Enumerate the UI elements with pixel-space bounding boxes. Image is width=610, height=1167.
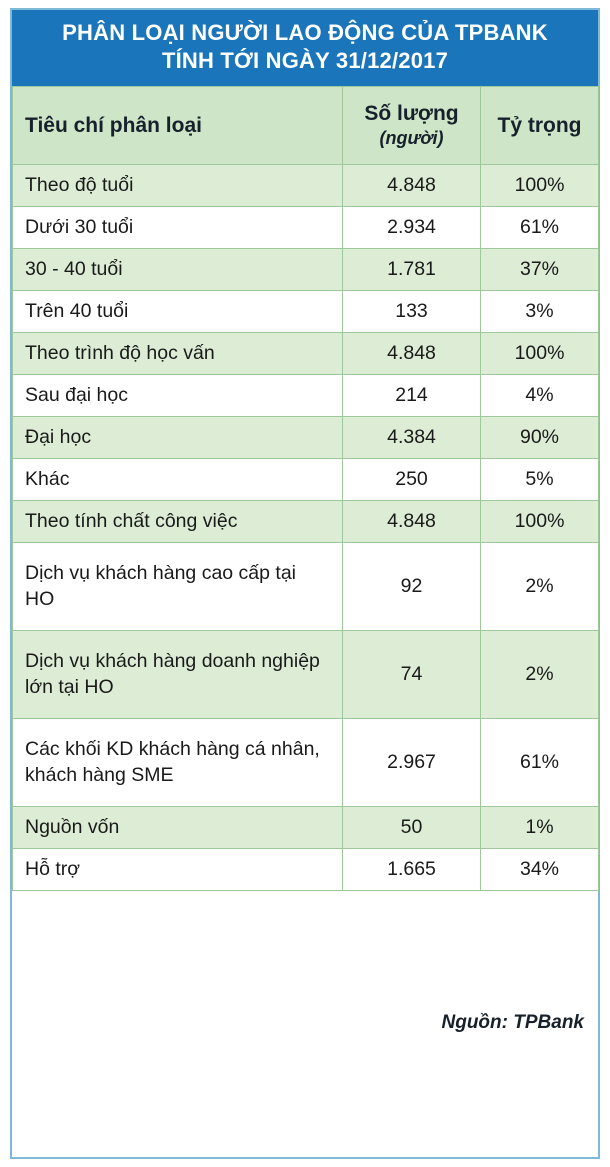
- table-row: [13, 719, 599, 807]
- table-row: [13, 543, 599, 631]
- cell-criteria: Nguồn vốn: [13, 807, 343, 849]
- cell-criteria: Dịch vụ khách hàng cao cấp tại HO: [13, 543, 343, 631]
- table-header-row: [13, 87, 599, 165]
- cell-criteria: Đại học: [13, 417, 343, 459]
- cell-quantity: 1.665: [343, 849, 481, 891]
- table-row: [13, 291, 599, 333]
- column-header-quantity-label: Số lượng: [364, 102, 459, 126]
- table-body: [13, 165, 599, 891]
- table-row: [13, 849, 599, 891]
- table-row: [13, 249, 599, 291]
- table-row: [13, 333, 599, 375]
- cell-quantity: 1.781: [343, 249, 481, 291]
- cell-share: 100%: [481, 501, 599, 543]
- cell-share: 2%: [481, 543, 599, 631]
- cell-criteria: Theo độ tuổi: [13, 165, 343, 207]
- table-row: [13, 631, 599, 719]
- cell-quantity: 92: [343, 543, 481, 631]
- cell-share: 1%: [481, 807, 599, 849]
- cell-share: 34%: [481, 849, 599, 891]
- cell-share: 4%: [481, 375, 599, 417]
- table-row: [13, 375, 599, 417]
- column-header-criteria: Tiêu chí phân loại: [13, 87, 343, 165]
- cell-share: 2%: [481, 631, 599, 719]
- table-row: [13, 807, 599, 849]
- source-note: Nguồn: TPBank: [441, 1012, 584, 1034]
- cell-quantity: 2.967: [343, 719, 481, 807]
- cell-criteria: Sau đại học: [13, 375, 343, 417]
- cell-quantity: 74: [343, 631, 481, 719]
- cell-quantity: 2.934: [343, 207, 481, 249]
- title-line-2: TÍNH TỚI NGÀY 31/12/2017: [161, 48, 449, 74]
- cell-share: 100%: [481, 165, 599, 207]
- cell-criteria: Dưới 30 tuổi: [13, 207, 343, 249]
- cell-criteria: Trên 40 tuổi: [13, 291, 343, 333]
- table-row: [13, 459, 599, 501]
- table-footer: [12, 891, 598, 1157]
- table-row: [13, 501, 599, 543]
- cell-quantity: 50: [343, 807, 481, 849]
- cell-criteria: Dịch vụ khách hàng doanh nghiệp lớn tại HO: [13, 631, 343, 719]
- cell-quantity: 4.848: [343, 165, 481, 207]
- cell-criteria: Hỗ trợ: [13, 849, 343, 891]
- cell-quantity: 4.848: [343, 333, 481, 375]
- title-line-1: PHÂN LOẠI NGƯỜI LAO ĐỘNG CỦA TPBANK: [62, 20, 548, 45]
- cell-quantity: 133: [343, 291, 481, 333]
- table-row: [13, 207, 599, 249]
- table-frame: [10, 8, 600, 1159]
- cell-criteria: Theo trình độ học vấn: [13, 333, 343, 375]
- cell-share: 90%: [481, 417, 599, 459]
- column-header-quantity: [343, 87, 481, 165]
- cell-share: 3%: [481, 291, 599, 333]
- page-title: [12, 10, 598, 86]
- table-row: [13, 165, 599, 207]
- column-header-quantity-unit: (người): [379, 128, 444, 149]
- cell-criteria: Theo tính chất công việc: [13, 501, 343, 543]
- cell-quantity: 214: [343, 375, 481, 417]
- cell-criteria: 30 - 40 tuổi: [13, 249, 343, 291]
- cell-criteria: Khác: [13, 459, 343, 501]
- cell-quantity: 4.384: [343, 417, 481, 459]
- table-header: [13, 87, 599, 165]
- employee-classification-table: [12, 86, 599, 891]
- cell-share: 37%: [481, 249, 599, 291]
- cell-share: 5%: [481, 459, 599, 501]
- cell-share: 61%: [481, 207, 599, 249]
- cell-quantity: 4.848: [343, 501, 481, 543]
- cell-quantity: 250: [343, 459, 481, 501]
- cell-share: 100%: [481, 333, 599, 375]
- column-header-share: Tỷ trọng: [481, 87, 599, 165]
- table-row: [13, 417, 599, 459]
- cell-share: 61%: [481, 719, 599, 807]
- cell-criteria: Các khối KD khách hàng cá nhân, khách hàng SME: [13, 719, 343, 807]
